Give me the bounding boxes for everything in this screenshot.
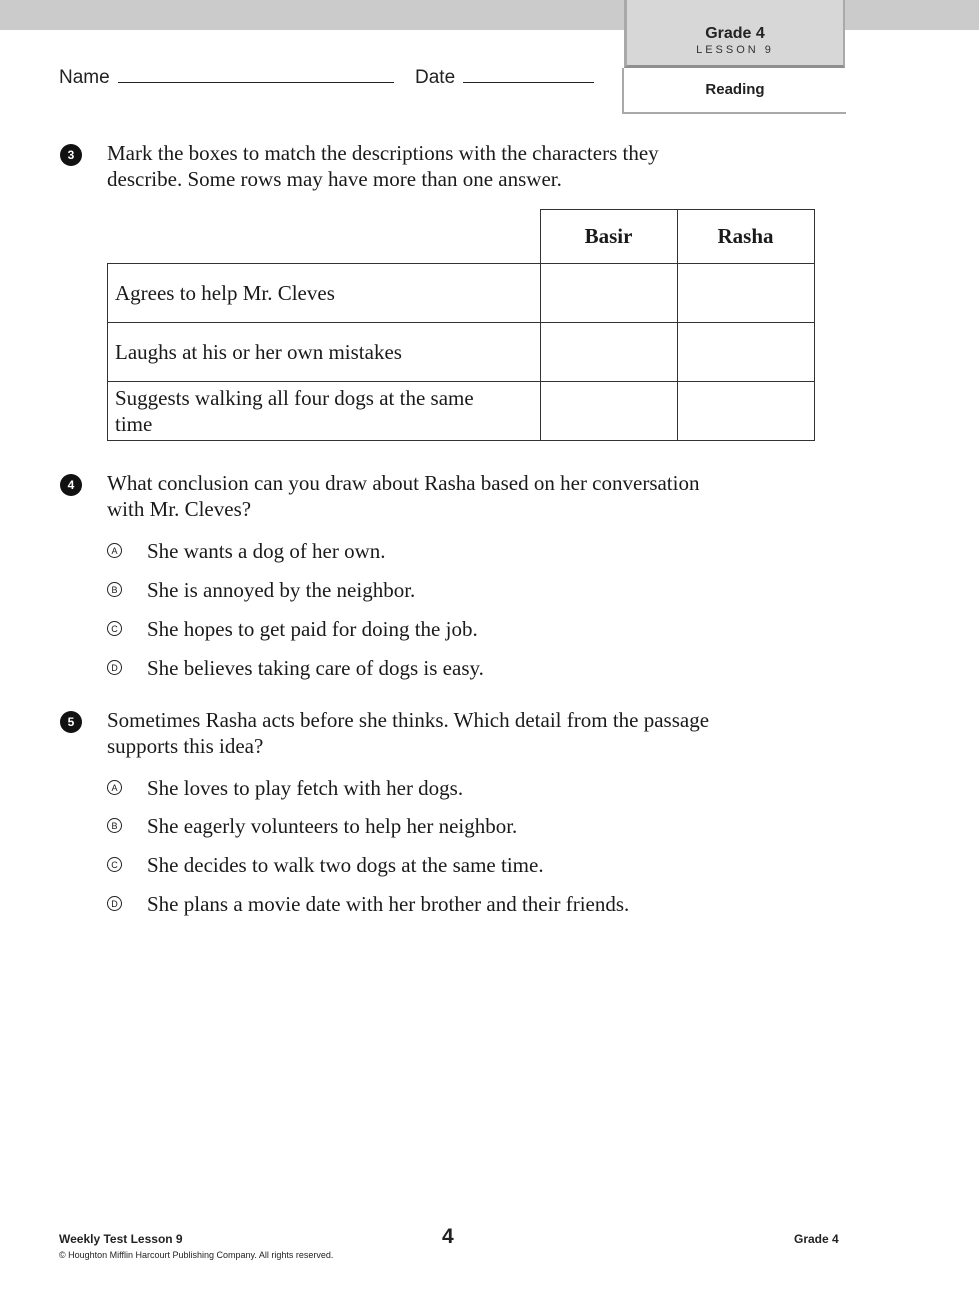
table-row	[108, 382, 815, 441]
checkbox-basir[interactable]	[540, 264, 677, 323]
page-number: 4	[442, 1225, 454, 1248]
answer-bubble-icon[interactable]: D	[107, 896, 122, 911]
option-text: She decides to walk two dogs at the same time.	[147, 853, 544, 877]
description-text: Agrees to help Mr. Cleves	[115, 281, 335, 305]
name-label: Name	[59, 67, 110, 88]
prompt-line: with Mr. Cleves?	[107, 497, 252, 521]
footer-grade: Grade 4	[794, 1232, 839, 1246]
option-text: She hopes to get paid for doing the job.	[147, 617, 478, 641]
checkbox-rasha[interactable]	[677, 264, 814, 323]
answer-bubble-icon[interactable]: C	[107, 857, 122, 872]
row-description	[108, 264, 541, 323]
date-field[interactable]	[463, 82, 594, 83]
footer-test-name: Weekly Test Lesson 9	[59, 1232, 183, 1246]
subject-label: Reading	[622, 68, 846, 114]
option-text: She believes taking care of dogs is easy.	[147, 656, 484, 680]
checkbox-rasha[interactable]	[677, 382, 814, 441]
question-number-4: 4	[60, 474, 82, 496]
table-row	[108, 323, 815, 382]
option-text: She is annoyed by the neighbor.	[147, 578, 416, 602]
option-text: She wants a dog of her own.	[147, 539, 386, 563]
column-header-rasha: Rasha	[677, 210, 814, 264]
checkbox-basir[interactable]	[540, 382, 677, 441]
question-3-prompt	[107, 140, 797, 192]
row-description	[108, 323, 541, 382]
lesson-label: LESSON 9	[696, 44, 774, 56]
grade-badge	[624, 0, 845, 68]
answer-bubble-icon[interactable]: B	[107, 582, 122, 597]
row-description	[108, 382, 541, 441]
column-header-basir: Basir	[540, 210, 677, 264]
answer-bubble-icon[interactable]: D	[107, 660, 122, 675]
question-5-prompt	[107, 707, 797, 759]
option-text: She loves to play fetch with her dogs.	[147, 776, 464, 800]
prompt-line: Mark the boxes to match the descriptions with the characters they	[107, 141, 659, 165]
grade-title: Grade 4	[705, 25, 765, 42]
table-row	[108, 264, 815, 323]
answer-bubble-icon[interactable]: A	[107, 543, 122, 558]
footer-copyright: © Houghton Mifflin Harcourt Publishing Company. All rights reserved.	[59, 1250, 334, 1260]
option-text: She plans a movie date with her brother and their friends.	[147, 892, 630, 916]
question-4-prompt	[107, 470, 797, 522]
description-text: time	[115, 412, 153, 436]
name-field[interactable]	[118, 82, 394, 83]
question-number-3: 3	[60, 144, 82, 166]
question-number-5: 5	[60, 711, 82, 733]
description-text: Laughs at his or her own mistakes	[115, 340, 402, 364]
match-table	[107, 209, 815, 441]
answer-bubble-icon[interactable]: C	[107, 621, 122, 636]
prompt-line: describe. Some rows may have more than one answer.	[107, 167, 562, 191]
option-text: She eagerly volunteers to help her neighbor.	[147, 814, 518, 838]
date-label: Date	[415, 67, 456, 88]
answer-bubble-icon[interactable]: A	[107, 780, 122, 795]
prompt-line: Sometimes Rasha acts before she thinks. Which detail from the passage	[107, 708, 710, 732]
checkbox-basir[interactable]	[540, 323, 677, 382]
prompt-line: What conclusion can you draw about Rasha based on her conversation	[107, 471, 700, 495]
description-text: Suggests walking all four dogs at the same	[115, 386, 474, 410]
table-corner	[108, 210, 541, 264]
prompt-line: supports this idea?	[107, 734, 264, 758]
checkbox-rasha[interactable]	[677, 323, 814, 382]
answer-bubble-icon[interactable]: B	[107, 818, 122, 833]
